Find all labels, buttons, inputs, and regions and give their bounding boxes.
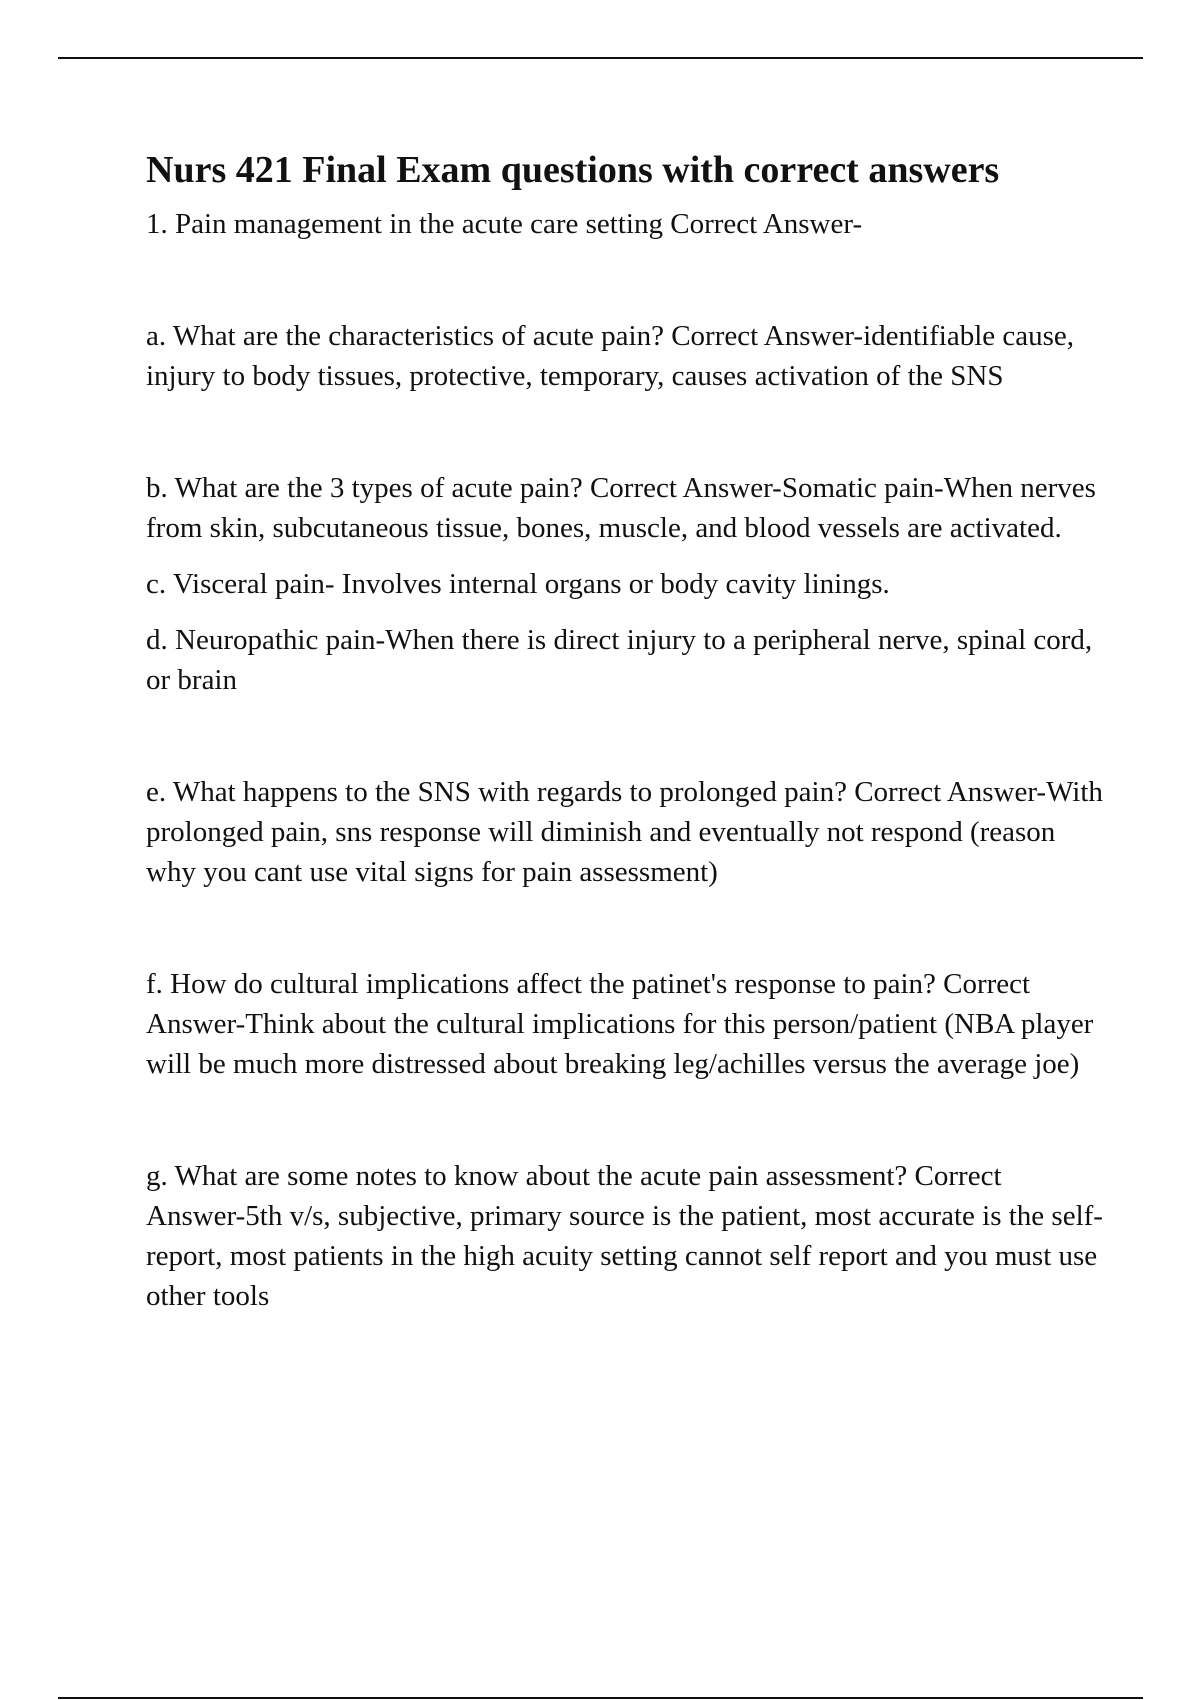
question-1: 1. Pain management in the acute care setting Correct Answer-	[146, 208, 863, 240]
bottom-divider	[58, 1697, 1143, 1699]
document-title: Nurs 421 Final Exam questions with correct answers	[146, 149, 1000, 191]
question-d: d. Neuropathic pain-When there is direct injury to a peripheral nerve, spinal cord, or brain	[146, 624, 1093, 696]
question-f: f. How do cultural implications affect the patinet's response to pain? Correct Answer-Think about the cultural implications for this person/patient (NBA player will be much more distressed about breaking leg/achilles versus the average joe)	[146, 968, 1094, 1080]
question-e: e. What happens to the SNS with regards to prolonged pain? Correct Answer-With prolonged pain, sns response will diminish and eventually not respond (reason why you cant use vital signs for pain assessment)	[146, 776, 1103, 888]
question-c: c. Visceral pain- Involves internal organs or body cavity linings.	[146, 568, 890, 600]
question-a: a. What are the characteristics of acute pain? Correct Answer-identifiable cause, injury to body tissues, protective, temporary, causes activation of the SNS	[146, 320, 1075, 392]
top-divider	[58, 57, 1143, 59]
document-page	[146, 140, 1106, 1316]
question-b: b. What are the 3 types of acute pain? Correct Answer-Somatic pain-When nerves from skin, subcutaneous tissue, bones, muscle, and blood vessels are activated.	[146, 472, 1096, 544]
question-g: g. What are some notes to know about the acute pain assessment? Correct Answer-5th v/s, subjective, primary source is the patient, most accurate is the self-report, most patients in the high acuity setting cannot self report and you must use other tools	[146, 1160, 1103, 1312]
